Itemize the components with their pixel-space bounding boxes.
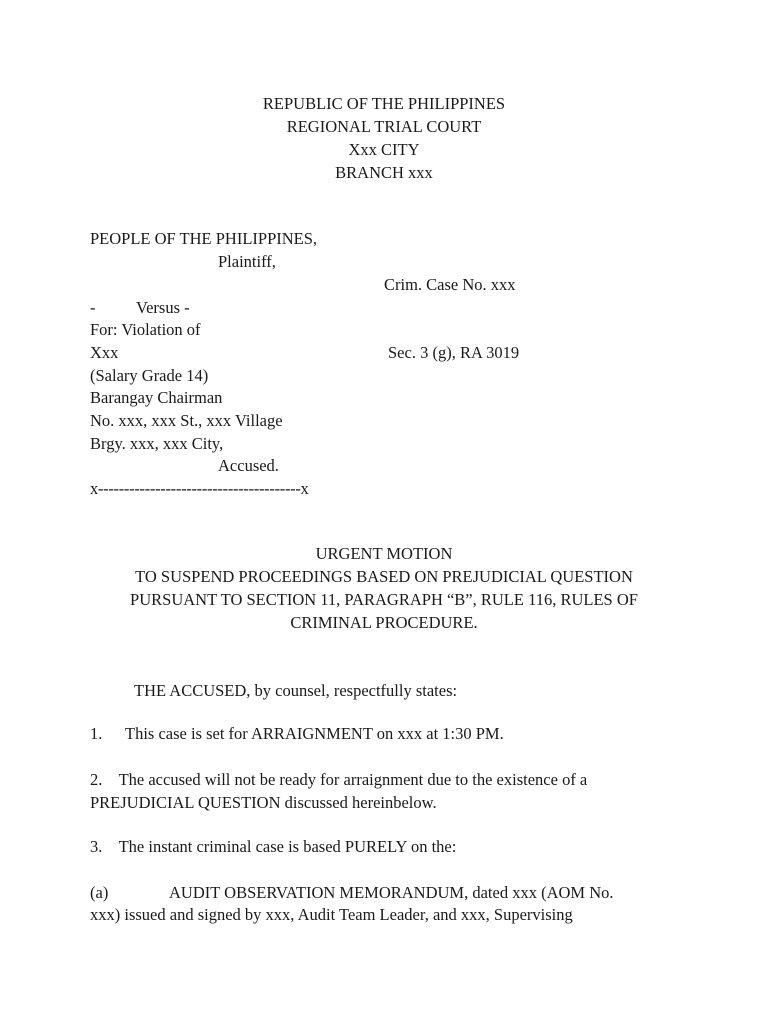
header-branch: BRANCH xxx xyxy=(335,163,433,182)
violation-section: Sec. 3 (g), RA 3019 xyxy=(388,343,520,362)
plaintiff-role: Plaintiff, xyxy=(218,252,276,271)
header-court: REGIONAL TRIAL COURT xyxy=(286,117,482,136)
violation-label: For: Violation of xyxy=(90,320,201,339)
paragraph-1-text: This case is set for ARRAIGNMENT on xxx at 1:30 PM. xyxy=(125,724,504,743)
salary-grade: (Salary Grade 14) xyxy=(90,366,209,385)
accused-name: Xxx xyxy=(90,343,119,362)
subparagraph-a-label: (a) xyxy=(90,883,109,902)
plaintiff-name: PEOPLE OF THE PHILIPPINES, xyxy=(90,229,318,248)
header-city: Xxx CITY xyxy=(348,140,420,159)
caption-separator: x---------------------------------------x xyxy=(90,479,309,498)
intro-paragraph: THE ACCUSED, by counsel, respectfully states: xyxy=(134,681,458,700)
subparagraph-a-line-1: AUDIT OBSERVATION MEMORANDUM, dated xxx (AOM No. xyxy=(169,883,614,902)
case-number: Crim. Case No. xxx xyxy=(384,275,516,294)
paragraph-2-line-2: PREJUDICIAL QUESTION discussed hereinbelow. xyxy=(90,793,437,812)
address-line-2: Brgy. xxx, xxx City, xyxy=(90,434,224,453)
versus-label: Versus - xyxy=(136,298,190,317)
subparagraph-a-line-2: xxx) issued and signed by xxx, Audit Team Leader, and xxx, Supervising xyxy=(90,905,573,924)
accused-role: Accused. xyxy=(218,456,279,475)
header-republic: REPUBLIC OF THE PHILIPPINES xyxy=(262,94,506,113)
title-line-3: PURSUANT TO SECTION 11, PARAGRAPH “B”, RULE 116, RULES OF xyxy=(130,590,638,609)
accused-position: Barangay Chairman xyxy=(90,388,223,407)
address-line-1: No. xxx, xxx St., xxx Village xyxy=(90,411,283,430)
paragraph-2-line-1: 2. The accused will not be ready for arraignment due to the existence of a xyxy=(90,770,588,789)
title-line-2: TO SUSPEND PROCEEDINGS BASED ON PREJUDICIAL QUESTION xyxy=(135,567,633,586)
title-line-4: CRIMINAL PROCEDURE. xyxy=(290,613,478,632)
paragraph-1-number: 1. xyxy=(90,724,103,743)
paragraph-3: 3. The instant criminal case is based PURELY on the: xyxy=(90,837,457,856)
title-line-1: URGENT MOTION xyxy=(315,544,453,563)
versus-dash: - xyxy=(90,298,96,317)
